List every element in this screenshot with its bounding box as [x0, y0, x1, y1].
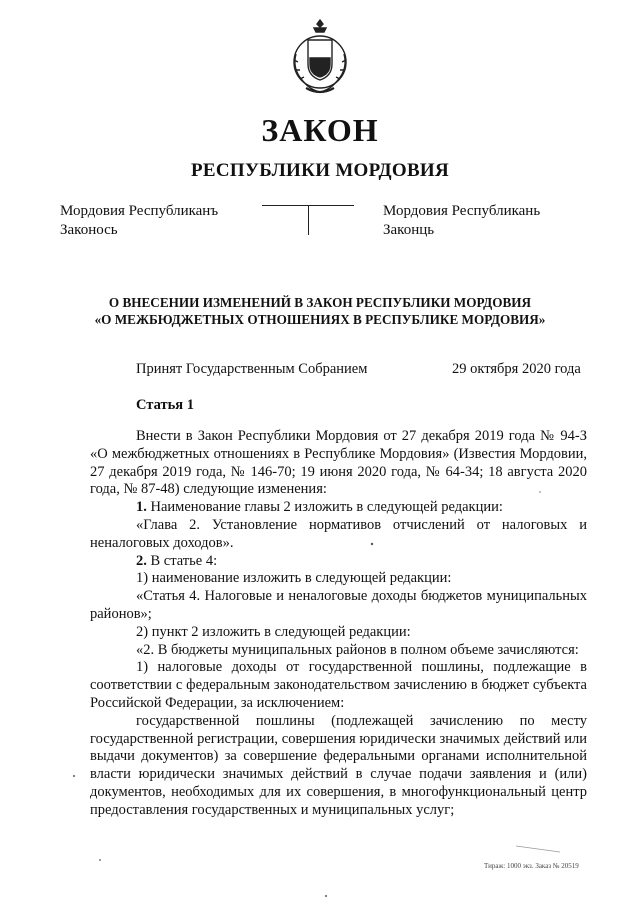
law-subject-line-2: «О МЕЖБЮДЖЕТНЫХ ОТНОШЕНИЯХ В РЕСПУБЛИКЕ МОРДОВИЯ» — [94, 312, 546, 327]
paragraph: Внести в Закон Республики Мордовия от 27 декабря 2019 года № 94-З «О межбюджетных отношениях в Республике Мордовия» (Известия Мордовии, 27 декабря 2019 года, № 146-70; 19 июня 2020 года, № 64-34; 18 августа 2020 года, № 87-48) следующие изменения: — [90, 428, 587, 498]
scan-speck — [371, 543, 373, 545]
paragraph: 2. В статье 4: — [136, 552, 218, 569]
scan-speck — [73, 775, 75, 777]
scan-speck — [99, 859, 101, 861]
paragraph: 1) наименование изложить в следующей редакции: — [136, 570, 452, 587]
paragraph: 1) налоговые доходы от государственной пошлины, подлежащие в соответствии с федеральным законодательством зачислению в бюджет субъекта Российской Федерации, за исключением: — [90, 659, 587, 711]
left-language-line-1: Мордовия Республиканъ — [60, 203, 219, 219]
scan-stroke — [516, 846, 560, 852]
left-language-line-2: Законось — [60, 222, 118, 238]
document-subtitle: РЕСПУБЛИКИ МОРДОВИЯ — [190, 160, 450, 181]
paragraph: «Статья 4. Налоговые и неналоговые доходы бюджетов муниципальных районов»; — [90, 588, 587, 622]
document-title: ЗАКОН — [261, 112, 379, 148]
paragraph: 1. Наименование главы 2 изложить в следующей редакции: — [136, 499, 503, 516]
adoption-date: 29 октября 2020 года — [452, 361, 581, 377]
article-heading: Статья 1 — [136, 397, 194, 413]
paragraph: 2) пункт 2 изложить в следующей редакции: — [136, 623, 411, 640]
paragraph: «Глава 2. Установление нормативов отчислений от налоговых и неналоговых доходов». — [90, 516, 587, 551]
right-language-line-1: Мордовия Республикань — [383, 203, 541, 219]
print-run-note: Тираж: 1000 экз. Заказ № 20519 — [484, 862, 579, 870]
paragraph: «2. В бюджеты муниципальных районов в полном объеме зачисляются: — [136, 641, 579, 658]
scan-speck — [325, 895, 327, 897]
scan-speck — [539, 491, 541, 493]
adopted-by: Принят Государственным Собранием — [136, 361, 368, 377]
paragraph: государственной пошлины (подлежащей зачислению по месту государственной регистрации, совершения юридически значимых действий или выдачи документов) за совершение федеральными органами исполнительной власти юридически значимых действий в случае подачи заявления и (или) документов, необходимых для их совершения, в многофункциональный центр предоставления государственных и муниципальных услуг; — [90, 712, 587, 818]
law-subject-line-1: О ВНЕСЕНИИ ИЗМЕНЕНИЙ В ЗАКОН РЕСПУБЛИКИ МОРДОВИЯ — [108, 295, 532, 310]
right-language-line-2: Законць — [383, 222, 435, 238]
